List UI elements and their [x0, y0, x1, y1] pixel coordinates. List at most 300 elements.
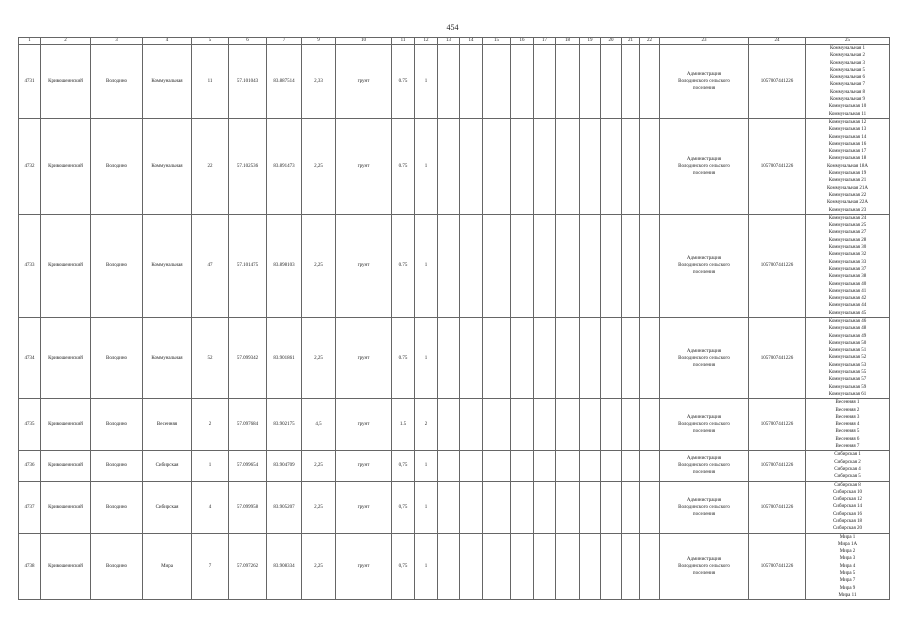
cell-house: 52	[192, 317, 229, 398]
cell-lon: 83.901861	[267, 317, 302, 398]
empty-cell	[534, 317, 556, 398]
served-address: Коммунальная 18	[828, 156, 867, 162]
column-header: 20	[601, 38, 622, 45]
served-address: Весенняя 1	[835, 400, 860, 406]
empty-cell	[556, 317, 580, 398]
served-address: Коммунальная 33	[828, 259, 867, 265]
empty-cell	[460, 481, 483, 533]
served-address: Коммунальная 16	[828, 141, 867, 147]
empty-cell	[556, 214, 580, 317]
cell-volume: 0,75	[392, 481, 415, 533]
cell-area: 2,25	[302, 451, 336, 481]
empty-cell	[580, 317, 601, 398]
empty-cell	[460, 317, 483, 398]
cell-surface: грунт	[336, 45, 392, 119]
cell-street: Коммунальная	[143, 214, 192, 317]
served-address: Мира 5	[839, 571, 856, 577]
cell-village: Володино	[91, 533, 143, 600]
empty-cell	[511, 399, 534, 451]
served-address: Сибирская 12	[832, 497, 863, 503]
empty-cell	[534, 533, 556, 600]
served-address: Коммунальная 57	[828, 377, 867, 383]
served-address: Сибирская 4	[834, 466, 861, 472]
cell-ogrn: 1057007441226	[749, 533, 806, 600]
empty-cell	[580, 118, 601, 214]
empty-cell	[511, 481, 534, 533]
cell-id: 4734	[19, 317, 41, 398]
cell-house: 4	[192, 481, 229, 533]
empty-cell	[511, 118, 534, 214]
empty-cell	[460, 399, 483, 451]
served-address: Коммунальная 40	[828, 281, 867, 287]
cell-volume: 0.75	[392, 317, 415, 398]
empty-cell	[601, 317, 622, 398]
table-row	[19, 45, 890, 119]
table-row	[19, 118, 890, 214]
cell-lon: 83.902175	[267, 399, 302, 451]
column-header: 3	[91, 38, 143, 45]
column-header: 2	[41, 38, 91, 45]
served-address: Сибирская 8	[834, 482, 861, 488]
served-address: Мира 2	[839, 549, 856, 555]
cell-lon: 83.898103	[267, 214, 302, 317]
served-address: Коммунальная 11	[828, 111, 867, 117]
admin-line: Администрация	[686, 415, 722, 421]
empty-cell	[601, 45, 622, 119]
empty-cell	[580, 399, 601, 451]
admin-line: Володинского сельского	[678, 422, 730, 428]
cell-served-addresses	[806, 214, 890, 317]
empty-cell	[460, 451, 483, 481]
empty-cell	[483, 118, 511, 214]
served-address: Коммунальная 21А	[826, 185, 869, 191]
cell-lat: 57.097262	[229, 533, 267, 600]
served-address: Мира 11	[838, 592, 857, 598]
served-address: Мира 9	[839, 585, 856, 591]
cell-surface: грунт	[336, 317, 392, 398]
served-address: Коммунальная 14	[828, 134, 867, 140]
served-address: Коммунальная 5	[830, 67, 865, 73]
cell-area: 2,25	[302, 214, 336, 317]
served-address: Весенняя 7	[835, 444, 860, 450]
table-row	[19, 451, 890, 481]
cell-street: Коммунальная	[143, 118, 192, 214]
column-header: 16	[511, 38, 534, 45]
column-header: 11	[392, 38, 415, 45]
cell-village: Володино	[91, 317, 143, 398]
column-header: 1	[19, 38, 41, 45]
cell-surface: грунт	[336, 214, 392, 317]
cell-street: Коммунальная	[143, 45, 192, 119]
empty-cell	[556, 481, 580, 533]
empty-cell	[483, 214, 511, 317]
cell-volume: 0.75	[392, 45, 415, 119]
cell-served-addresses	[806, 399, 890, 451]
empty-cell	[556, 118, 580, 214]
served-address: Мира 7	[839, 578, 856, 584]
admin-line: Володинского сельского	[678, 463, 730, 469]
cell-count: 1	[415, 317, 438, 398]
admin-line: Администрация	[686, 456, 722, 462]
served-address: Сибирская 10	[832, 489, 863, 495]
empty-cell	[534, 481, 556, 533]
cell-street: Сибирская	[143, 451, 192, 481]
served-address: Коммунальная 53	[828, 362, 867, 368]
column-header: 17	[534, 38, 556, 45]
cell-surface: грунт	[336, 118, 392, 214]
column-header: 22	[640, 38, 660, 45]
served-address: Коммунальная 21	[828, 178, 867, 184]
served-address: Коммунальная 22А	[826, 200, 869, 206]
cell-admin	[660, 481, 749, 533]
served-address: Коммунальная 28	[828, 237, 867, 243]
cell-area: 4,5	[302, 399, 336, 451]
empty-cell	[580, 45, 601, 119]
cell-lat: 57.101475	[229, 214, 267, 317]
column-header: 6	[229, 38, 267, 45]
empty-cell	[640, 118, 660, 214]
cell-ogrn: 1057007441226	[749, 45, 806, 119]
cell-street: Сибирская	[143, 481, 192, 533]
cell-count: 1	[415, 481, 438, 533]
cell-id: 4737	[19, 481, 41, 533]
served-address: Коммунальная 22	[828, 192, 867, 198]
cell-count: 1	[415, 214, 438, 317]
admin-line: Володинского сельского	[678, 78, 730, 84]
cell-district: Кривошеинский	[41, 533, 91, 600]
admin-line: Володинского сельского	[678, 163, 730, 169]
cell-id: 4733	[19, 214, 41, 317]
cell-served-addresses	[806, 451, 890, 481]
cell-village: Володино	[91, 399, 143, 451]
column-header: 18	[556, 38, 580, 45]
admin-line: Администрация	[686, 156, 722, 162]
cell-id: 4731	[19, 45, 41, 119]
served-address: Коммунальная 13	[828, 127, 867, 133]
admin-line: поселения	[692, 429, 716, 435]
cell-house: 47	[192, 214, 229, 317]
empty-cell	[438, 481, 460, 533]
cell-id: 4738	[19, 533, 41, 600]
admin-line: Администрация	[686, 348, 722, 354]
table-row	[19, 399, 890, 451]
served-address: Коммунальная 38	[828, 274, 867, 280]
empty-cell	[438, 451, 460, 481]
column-header: 25	[806, 38, 890, 45]
cell-served-addresses	[806, 118, 890, 214]
admin-line: поселения	[692, 270, 716, 276]
cell-district: Кривошеинский	[41, 214, 91, 317]
cell-area: 2,33	[302, 45, 336, 119]
served-address: Мира 1	[839, 534, 856, 540]
admin-line: Володинского сельского	[678, 355, 730, 361]
column-header: 15	[483, 38, 511, 45]
empty-cell	[622, 45, 640, 119]
cell-lon: 83.891473	[267, 118, 302, 214]
page-number: 454	[446, 23, 459, 32]
empty-cell	[438, 399, 460, 451]
empty-cell	[483, 451, 511, 481]
cell-admin	[660, 533, 749, 600]
empty-cell	[438, 214, 460, 317]
empty-cell	[483, 317, 511, 398]
empty-cell	[640, 533, 660, 600]
served-address: Коммунальная 59	[828, 384, 867, 390]
table-row	[19, 533, 890, 600]
served-address: Коммунальная 9	[830, 97, 865, 103]
empty-cell	[622, 451, 640, 481]
served-address: Коммунальная 44	[828, 303, 867, 309]
cell-ogrn: 1057007441226	[749, 451, 806, 481]
cell-admin	[660, 118, 749, 214]
cell-house: 11	[192, 45, 229, 119]
cell-served-addresses	[806, 317, 890, 398]
served-address: Коммунальная 2	[830, 53, 865, 59]
cell-village: Володино	[91, 481, 143, 533]
cell-district: Кривошеинский	[41, 45, 91, 119]
served-address: Коммунальная 25	[828, 223, 867, 229]
column-header: 23	[660, 38, 749, 45]
empty-cell	[511, 451, 534, 481]
served-address: Коммунальная 48	[828, 326, 867, 332]
empty-cell	[511, 317, 534, 398]
empty-cell	[580, 533, 601, 600]
empty-cell	[601, 481, 622, 533]
cell-area: 2,25	[302, 533, 336, 600]
served-address: Коммунальная 8	[830, 89, 865, 95]
cell-ogrn: 1057007441226	[749, 481, 806, 533]
cell-lat: 57.099654	[229, 451, 267, 481]
served-address: Сибирская 5	[834, 474, 861, 480]
cell-admin	[660, 317, 749, 398]
cell-volume: 1.5	[392, 399, 415, 451]
empty-cell	[534, 451, 556, 481]
empty-cell	[483, 533, 511, 600]
admin-line: поселения	[692, 85, 716, 91]
admin-line: Администрация	[686, 256, 722, 262]
cell-admin	[660, 399, 749, 451]
cell-lat: 57.099958	[229, 481, 267, 533]
cell-ogrn: 1057007441226	[749, 399, 806, 451]
cell-admin	[660, 451, 749, 481]
served-address: Коммунальная 61	[828, 391, 867, 397]
cell-surface: грунт	[336, 481, 392, 533]
cell-street: Коммунальная	[143, 317, 192, 398]
admin-line: поселения	[692, 570, 716, 576]
cell-served-addresses	[806, 481, 890, 533]
cell-lon: 83.905207	[267, 481, 302, 533]
cell-count: 1	[415, 118, 438, 214]
table-row	[19, 317, 890, 398]
empty-cell	[483, 399, 511, 451]
served-address: Сибирская 1	[834, 452, 861, 458]
served-address: Весенняя 5	[835, 429, 860, 435]
cell-lat: 57.101043	[229, 45, 267, 119]
empty-cell	[483, 45, 511, 119]
table-row	[19, 214, 890, 317]
cell-admin	[660, 45, 749, 119]
empty-cell	[460, 118, 483, 214]
cell-street: Весенняя	[143, 399, 192, 451]
empty-cell	[601, 399, 622, 451]
empty-cell	[438, 317, 460, 398]
served-address: Коммунальная 17	[828, 149, 867, 155]
served-address: Коммунальная 46	[828, 318, 867, 324]
empty-cell	[438, 45, 460, 119]
column-header: 12	[415, 38, 438, 45]
empty-cell	[601, 118, 622, 214]
served-address: Коммунальная 12	[828, 119, 867, 125]
header-row	[19, 38, 890, 45]
empty-cell	[511, 214, 534, 317]
served-address: Коммунальная 45	[828, 310, 867, 316]
cell-lat: 57.097684	[229, 399, 267, 451]
cell-house: 7	[192, 533, 229, 600]
served-address: Коммунальная 52	[828, 355, 867, 361]
served-address: Весенняя 6	[835, 436, 860, 442]
served-address: Мира 3	[839, 556, 856, 562]
column-header: 21	[622, 38, 640, 45]
served-address: Мира 1А	[837, 541, 858, 547]
empty-cell	[534, 118, 556, 214]
column-header: 24	[749, 38, 806, 45]
cell-lon: 83.908334	[267, 533, 302, 600]
cell-area: 2,25	[302, 481, 336, 533]
admin-line: Администрация	[686, 71, 722, 77]
empty-cell	[534, 399, 556, 451]
cell-count: 1	[415, 533, 438, 600]
table-row	[19, 481, 890, 533]
cell-lon: 83.904709	[267, 451, 302, 481]
empty-cell	[580, 214, 601, 317]
cell-count: 1	[415, 45, 438, 119]
cell-volume: 0,75	[392, 451, 415, 481]
empty-cell	[640, 214, 660, 317]
served-address: Коммунальная 10	[828, 104, 867, 110]
cell-house: 22	[192, 118, 229, 214]
cell-ogrn: 1057007441226	[749, 317, 806, 398]
served-address: Коммунальная 3	[830, 60, 865, 66]
served-address: Коммунальная 19	[828, 171, 867, 177]
cell-id: 4736	[19, 451, 41, 481]
served-address: Коммунальная 24	[828, 215, 867, 221]
empty-cell	[601, 451, 622, 481]
served-address: Сибирская 20	[832, 526, 863, 532]
empty-cell	[640, 399, 660, 451]
registry-table	[18, 37, 890, 600]
served-address: Весенняя 4	[835, 422, 860, 428]
cell-village: Володино	[91, 451, 143, 481]
cell-district: Кривошеинский	[41, 317, 91, 398]
cell-ogrn: 1057007441226	[749, 214, 806, 317]
admin-line: Администрация	[686, 497, 722, 503]
cell-district: Кривошеинский	[41, 399, 91, 451]
served-address: Сибирская 18	[832, 519, 863, 524]
empty-cell	[556, 451, 580, 481]
empty-cell	[601, 214, 622, 317]
column-header: 9	[302, 38, 336, 45]
admin-line: Администрация	[686, 556, 722, 562]
cell-lon: 83.887514	[267, 45, 302, 119]
cell-village: Володино	[91, 45, 143, 119]
served-address: Коммунальная 30	[828, 245, 867, 251]
cell-volume: 0.75	[392, 118, 415, 214]
cell-district: Кривошеинский	[41, 481, 91, 533]
empty-cell	[460, 533, 483, 600]
empty-cell	[580, 481, 601, 533]
empty-cell	[622, 317, 640, 398]
cell-district: Кривошеинский	[41, 118, 91, 214]
admin-line: поселения	[692, 470, 716, 476]
cell-volume: 0.75	[392, 214, 415, 317]
column-header: 14	[460, 38, 483, 45]
empty-cell	[438, 118, 460, 214]
served-address: Коммунальная 23	[828, 207, 867, 213]
empty-cell	[601, 533, 622, 600]
empty-cell	[534, 45, 556, 119]
cell-area: 2,25	[302, 118, 336, 214]
cell-surface: грунт	[336, 451, 392, 481]
cell-village: Володино	[91, 118, 143, 214]
column-header: 7	[267, 38, 302, 45]
column-header: 13	[438, 38, 460, 45]
cell-volume: 0,75	[392, 533, 415, 600]
empty-cell	[556, 399, 580, 451]
cell-admin	[660, 214, 749, 317]
empty-cell	[580, 451, 601, 481]
served-address: Коммунальная 7	[830, 82, 865, 88]
empty-cell	[622, 481, 640, 533]
served-address: Мира 4	[839, 563, 856, 569]
empty-cell	[640, 317, 660, 398]
admin-line: Володинского сельского	[678, 263, 730, 269]
cell-served-addresses	[806, 45, 890, 119]
served-address: Коммунальная 32	[828, 252, 867, 258]
empty-cell	[511, 533, 534, 600]
served-address: Коммунальная 41	[828, 288, 867, 294]
empty-cell	[622, 118, 640, 214]
column-header: 19	[580, 38, 601, 45]
empty-cell	[438, 533, 460, 600]
served-address: Коммунальная 1	[830, 46, 865, 51]
served-address: Сибирская 16	[832, 511, 863, 517]
cell-count: 1	[415, 451, 438, 481]
cell-id: 4732	[19, 118, 41, 214]
served-address: Коммунальная 27	[828, 230, 867, 236]
served-address: Коммунальная 18А	[826, 163, 869, 169]
admin-line: поселения	[692, 362, 716, 368]
cell-village: Володино	[91, 214, 143, 317]
column-header: 5	[192, 38, 229, 45]
served-address: Коммунальная 51	[828, 348, 867, 354]
cell-area: 2,25	[302, 317, 336, 398]
column-header: 10	[336, 38, 392, 45]
admin-line: поселения	[692, 511, 716, 517]
served-address: Весенняя 3	[835, 414, 860, 420]
column-header: 4	[143, 38, 192, 45]
empty-cell	[640, 481, 660, 533]
cell-count: 2	[415, 399, 438, 451]
admin-line: поселения	[692, 170, 716, 176]
empty-cell	[460, 45, 483, 119]
admin-line: Володинского сельского	[678, 504, 730, 510]
served-address: Коммунальная 6	[830, 75, 865, 81]
cell-district: Кривошеинский	[41, 451, 91, 481]
cell-surface: грунт	[336, 399, 392, 451]
cell-street: Мира	[143, 533, 192, 600]
admin-line: Володинского сельского	[678, 563, 730, 569]
empty-cell	[556, 45, 580, 119]
